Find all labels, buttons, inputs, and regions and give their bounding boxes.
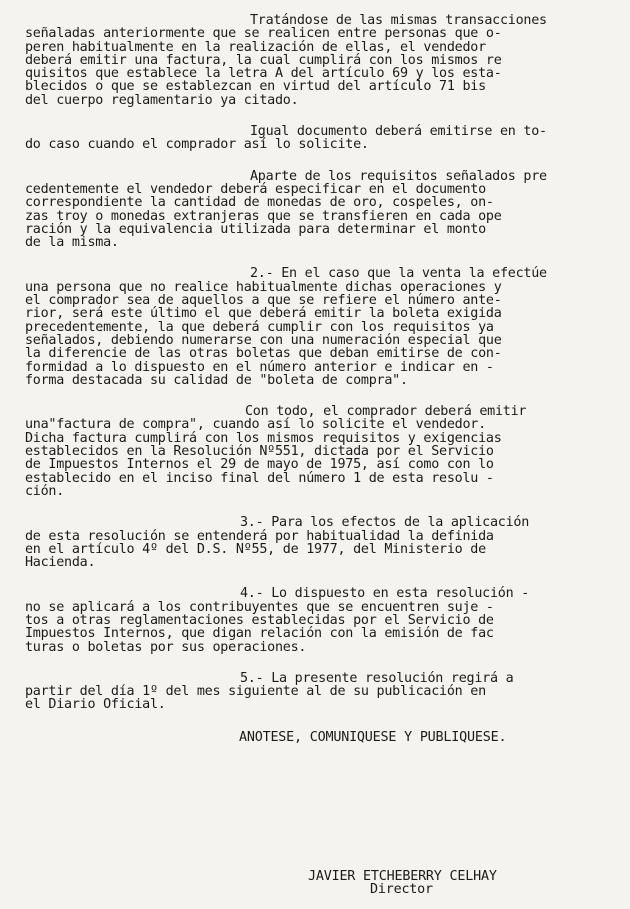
signatory-title: Director (370, 882, 433, 897)
text-line: no se aplicará a los contribuyentes que se encuentren suje - (25, 599, 494, 615)
text-line: partir del día 1º del mes siguiente al de su publicación en (25, 684, 486, 700)
text-line: Impuestos Internos, que digan relación con la emisión de fac (25, 626, 494, 642)
paragraph-numeral-4 (25, 587, 608, 653)
text-line: Dicha factura cumplirá con los mismos requisitos y exigencias (25, 430, 502, 446)
text-line: el comprador sea de aquellos a que se refiere el número ante- (25, 293, 502, 309)
text-line: deberá emitir una factura, la cual cumplirá con los mismos re (25, 52, 502, 68)
text-line: tos a otras reglamentaciones establecidas por el Servicio de (25, 612, 494, 628)
text-line: Tratándose de las mismas transacciones (250, 13, 547, 28)
text-line: del cuerpo reglamentario ya citado. (25, 92, 299, 108)
text-line: 3.- Para los efectos de la aplicación (240, 515, 530, 531)
text-line: cedentemente el vendedor deberá especificar en el documento (25, 181, 486, 197)
text-line: una"factura de compra", cuando así lo solicite el vendedor. (25, 417, 486, 433)
text-line: ción. (25, 483, 65, 499)
signature-block (0, 870, 630, 896)
text-line: establecidos en la Resolución Nº551, dictada por el Servicio (25, 444, 494, 460)
text-line: forma destacada su calidad de "boleta de compra". (25, 372, 408, 388)
text-line: rior, será este último el que deberá emitir la boleta exigida (25, 306, 502, 322)
text-line: turas o boletas por sus operaciones. (25, 639, 307, 655)
text-line: precedentemente, la que deberá cumplir con los requisitos ya (25, 319, 494, 335)
text-line: en el artículo 4º del D.S. Nº55, de 1977, del Ministerio de (25, 541, 486, 557)
text-line: 5.- La presente resolución regirá a (240, 670, 514, 686)
text-line: de Impuestos Internos el 29 de mayo de 1975, así como con lo (25, 457, 494, 473)
text-line: Aparte de los requisitos señalados pre (250, 168, 547, 184)
text-line: correspondiente la cantidad de monedas de oro, cospeles, on- (25, 195, 494, 211)
signatory-name: JAVIER ETCHEBERRY CELHAY (308, 869, 497, 884)
text-line: formidad a lo dispuesto en el número anterior e indicar en - (25, 359, 494, 375)
paragraph-igual-documento (25, 125, 608, 152)
text-line: la diferencie de las otras boletas que deban emitirse de con- (25, 346, 502, 362)
closing-formula: ANOTESE, COMUNIQUESE Y PUBLIQUESE. (239, 729, 507, 745)
text-line: ración y la equivalencia utilizada para determinar el monto (25, 221, 486, 237)
text-line: de esta resolución se entenderá por habitualidad la definida (25, 528, 494, 544)
text-line: establecido en el inciso final del número 1 de esta resolu - (25, 470, 494, 486)
text-line: Hacienda. (25, 555, 96, 571)
text-line: Con todo, el comprador deberá emitir (245, 404, 527, 420)
text-line: 4.- Lo dispuesto en esta resolución - (240, 586, 530, 602)
text-line: zas troy o monedas extranjeras que se transfieren en cada ope (25, 208, 502, 224)
text-line: una persona que no realice habitualmente dichas operaciones y (25, 279, 502, 295)
text-line: el Diario Oficial. (25, 697, 166, 713)
text-line: peren habitualmente en la realización de ellas, el vendedor (25, 39, 486, 55)
text-line: do caso cuando el comprador así lo solicite. (25, 137, 369, 153)
text-line: de la misma. (25, 235, 119, 251)
paragraph-factura-de-compra (25, 405, 608, 498)
text-line: señaladas anteriormente que se realicen entre personas que o- (25, 26, 502, 42)
text-line: blecidos o que se establezcan en virtud del artículo 71 bis (25, 79, 486, 95)
paragraph-numeral-2 (25, 267, 608, 387)
paragraph-numeral-3 (25, 516, 608, 569)
text-line: 2.- En el caso que la venta la efectúe (250, 266, 547, 282)
paragraph-numeral-5 (25, 672, 608, 712)
text-line: Igual documento deberá emitirse en to- (250, 124, 547, 140)
paragraph-facturas (25, 14, 608, 107)
text-line: señalados, debiendo numerarse con una numeración especial que (25, 332, 502, 348)
text-line: quisitos que establece la letra A del artículo 69 y los esta- (25, 66, 502, 82)
paragraph-requisitos (25, 170, 608, 250)
